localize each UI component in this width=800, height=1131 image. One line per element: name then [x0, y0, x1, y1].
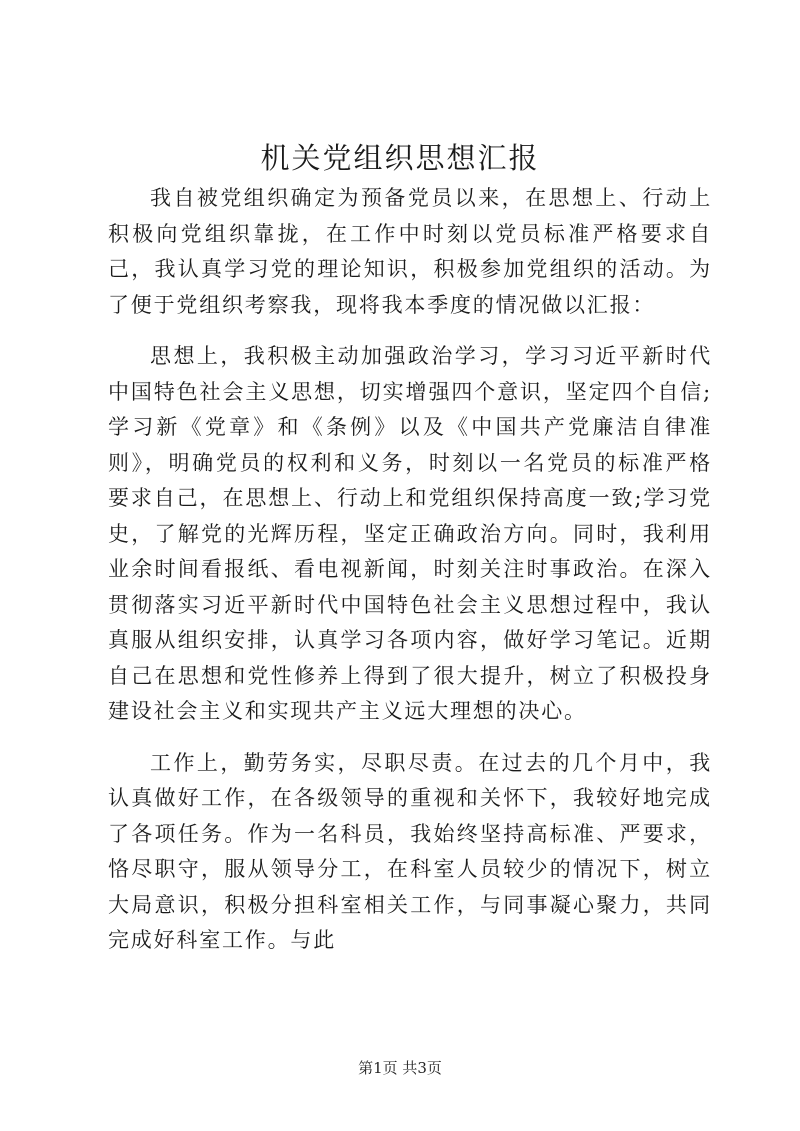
- page-number-footer: 第1页 共3页: [358, 1059, 442, 1077]
- document-title: 机关党组织思想汇报: [260, 141, 540, 175]
- paragraph-intro: 我自被党组织确定为预备党员以来，在思想上、行动上积极向党组织靠拢，在工作中时刻以党员标准严格要求自己，我认真学习党的理论知识，积极参加党组织的活动。为了便于党组织考察我，现将我本季度的情况做以汇报：: [108, 186, 712, 317]
- paragraph-work: 工作上，勤劳务实，尽职尽责。在过去的几个月中，我认真做好工作，在各级领导的重视和关怀下，我较好地完成了各项任务。作为一名科员，我始终坚持高标准、严要求，恪尽职守，服从领导分工，在科室人员较少的情况下，树立大局意识，积极分担科室相关工作，与同事凝心聚力，共同完成好科室工作。与此: [108, 750, 712, 952]
- paragraph-ideology: 思想上，我积极主动加强政治学习，学习习近平新时代中国特色社会主义思想，切实增强四个意识，坚定四个自信;学习新《党章》和《条例》以及《中国共产党廉洁自律准则》，明确党员的权利和义务，时刻以一名党员的标准严格要求自己，在思想上、行动上和党组织保持高度一致;学习党史，了解党的光辉历程，坚定正确政治方向。同时，我利用业余时间看报纸、看电视新闻，时刻关注时事政治。在深入贯彻落实习近平新时代中国特色社会主义思想过程中，我认真服从组织安排，认真学习各项内容，做好学习笔记。近期自己在思想和党性修养上得到了很大提升，树立了积极投身建设社会主义和实现共产主义远大理想的决心。: [108, 344, 712, 723]
- document-body: [108, 181, 712, 975]
